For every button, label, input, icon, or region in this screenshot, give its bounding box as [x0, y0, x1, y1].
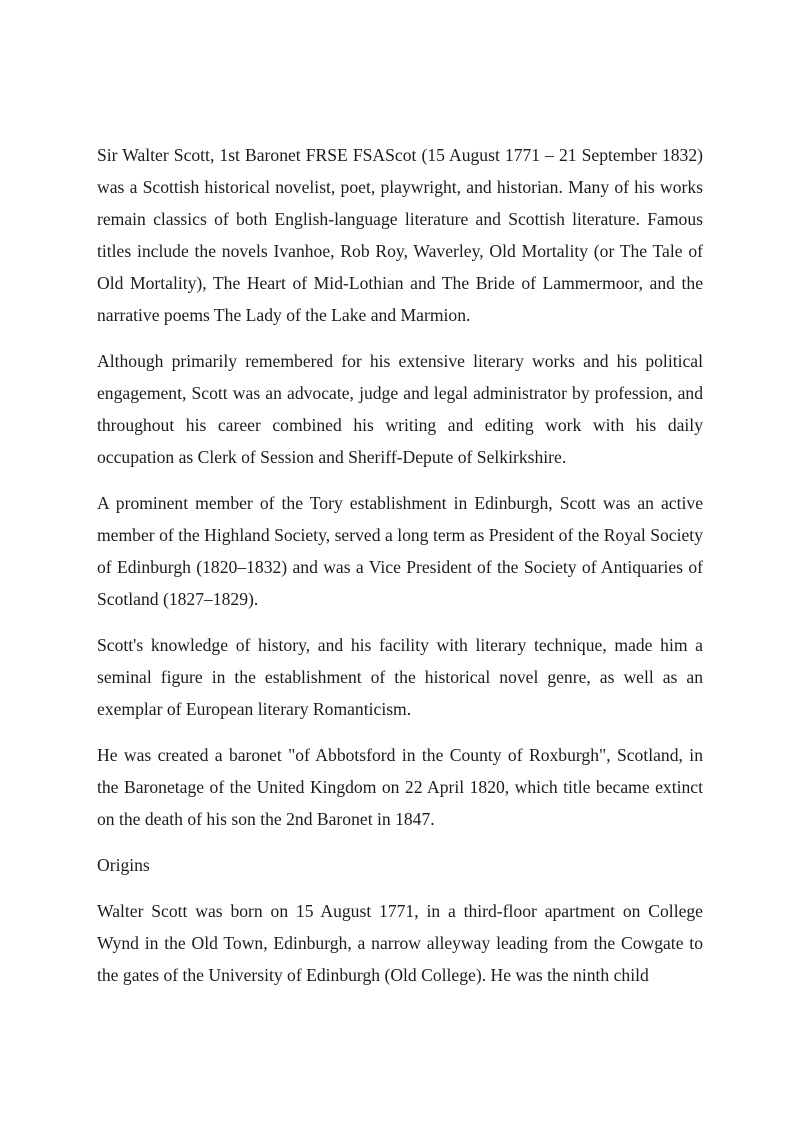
- section-heading-origins: Origins: [97, 855, 150, 875]
- paragraph-origins: Walter Scott was born on 15 August 1771, in a third-floor apartment on College Wynd in the Old Town, Edinburgh, a narrow alleyway leading from the Cowgate to the gates of the University of Edinburgh (Old College). He was the ninth child: [97, 901, 703, 985]
- document-body: [97, 139, 703, 1005]
- paragraph-profession: Although primarily remembered for his extensive literary works and his political engagement, Scott was an advocate, judge and legal administrator by profession, and throughout his career combined his writing and editing work with his daily occupation as Clerk of Session and Sheriff-Depute of Selkirkshire.: [97, 351, 703, 467]
- paragraph-legacy: Scott's knowledge of history, and his facility with literary technique, made him a seminal figure in the establishment of the historical novel genre, as well as an exemplar of European literary Romanticism.: [97, 635, 703, 719]
- paragraph-establishment: A prominent member of the Tory establishment in Edinburgh, Scott was an active member of the Highland Society, served a long term as President of the Royal Society of Edinburgh (1820–1832) and was a Vice President of the Society of Antiquaries of Scotland (1827–1829).: [97, 493, 703, 609]
- paragraph-baronetcy: He was created a baronet "of Abbotsford in the County of Roxburgh", Scotland, in the Baronetage of the United Kingdom on 22 April 1820, which title became extinct on the death of his son the 2nd Baronet in 1847.: [97, 745, 703, 829]
- paragraph-intro: Sir Walter Scott, 1st Baronet FRSE FSAScot (15 August 1771 – 21 September 1832) was a Scottish historical novelist, poet, playwright, and historian. Many of his works remain classics of both English-language literature and Scottish literature. Famous titles include the novels Ivanhoe, Rob Roy, Waverley, Old Mortality (or The Tale of Old Mortality), The Heart of Mid-Lothian and The Bride of Lammermoor, and the narrative poems The Lady of the Lake and Marmion.: [97, 145, 703, 325]
